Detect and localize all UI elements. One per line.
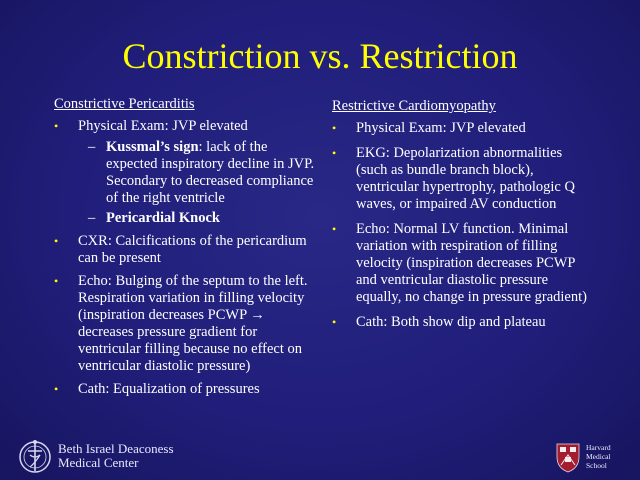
right-column bbox=[332, 96, 590, 339]
kussmaul-text: : lack of the expected inspiratory decline in JVP. Secondary to decreased compliance of the right ventricle bbox=[106, 139, 315, 206]
bidmc-logo-icon bbox=[18, 437, 52, 475]
dash-icon: – bbox=[88, 210, 96, 226]
harvard-shield-icon bbox=[556, 443, 580, 473]
left-bullet-cxr bbox=[54, 233, 316, 267]
kussmaul-label: Kussmal’s sign bbox=[106, 139, 199, 155]
bullet-text: EKG: Depolarization abnormalities (such as bundle branch block), ventricular hypertrophy, pathologic Q waves, or impaired AV conduction bbox=[356, 145, 575, 212]
right-bullet-echo bbox=[332, 221, 590, 306]
knock-label: Pericardial Knock bbox=[106, 210, 220, 226]
bullet-text: Echo: Normal LV function. Minimal variation with respiration of filling velocity (inspiration decreases PCWP and ventricular diastolic pressure equally, no change in pressure gradient) bbox=[356, 221, 587, 305]
right-bullet-ekg bbox=[332, 145, 590, 213]
right-bullet-cath bbox=[332, 314, 590, 331]
left-bullet-list bbox=[54, 118, 316, 398]
bullet-text: Physical Exam: JVP elevated bbox=[356, 120, 526, 136]
left-heading: Constrictive Pericarditis bbox=[54, 96, 195, 112]
bullet-text: Cath: Equalization of pressures bbox=[78, 381, 260, 397]
bullet-text: Cath: Both show dip and plateau bbox=[356, 314, 546, 330]
sub-bullet-knock bbox=[78, 210, 316, 227]
bullet-icon: • bbox=[332, 121, 337, 135]
bidmc-branding bbox=[18, 437, 174, 475]
right-heading: Restrictive Cardiomyopathy bbox=[332, 98, 496, 114]
right-bullet-physical-exam bbox=[332, 120, 590, 137]
hms-name bbox=[586, 443, 611, 470]
bullet-icon: • bbox=[54, 382, 59, 396]
hms-branding bbox=[556, 443, 611, 473]
sub-bullet-kussmaul bbox=[78, 139, 316, 207]
hms-line3: School bbox=[586, 461, 607, 470]
bullet-icon: • bbox=[54, 274, 59, 288]
bullet-text: Echo: Bulging of the septum to the left. Respiration variation in filling velocity (inspiration decreases PCWP → decreases pressure gradient for ventricular filling because no effect on ventricular diastolic pressure) bbox=[78, 273, 308, 374]
bullet-text: CXR: Calcifications of the pericardium can be present bbox=[78, 233, 307, 266]
left-bullet-cath bbox=[54, 381, 316, 398]
hms-line2: Medical bbox=[586, 452, 611, 461]
bullet-text: Physical Exam: JVP elevated bbox=[78, 118, 248, 134]
bidmc-name bbox=[58, 442, 174, 470]
bullet-icon: • bbox=[54, 234, 59, 248]
slide-title: Constriction vs. Restriction bbox=[122, 36, 518, 76]
hms-line1: Harvard bbox=[586, 443, 611, 452]
left-column bbox=[54, 96, 316, 404]
right-bullet-list bbox=[332, 120, 590, 331]
left-sub-list bbox=[78, 139, 316, 227]
bidmc-line2: Medical Center bbox=[58, 455, 139, 470]
bullet-icon: • bbox=[332, 315, 337, 329]
bidmc-line1: Beth Israel Deaconess bbox=[58, 441, 174, 456]
bullet-icon: • bbox=[54, 119, 59, 133]
left-bullet-physical-exam bbox=[54, 118, 316, 227]
dash-icon: – bbox=[88, 139, 96, 155]
bullet-icon: • bbox=[332, 146, 337, 160]
bullet-icon: • bbox=[332, 222, 337, 236]
left-bullet-echo bbox=[54, 273, 316, 375]
